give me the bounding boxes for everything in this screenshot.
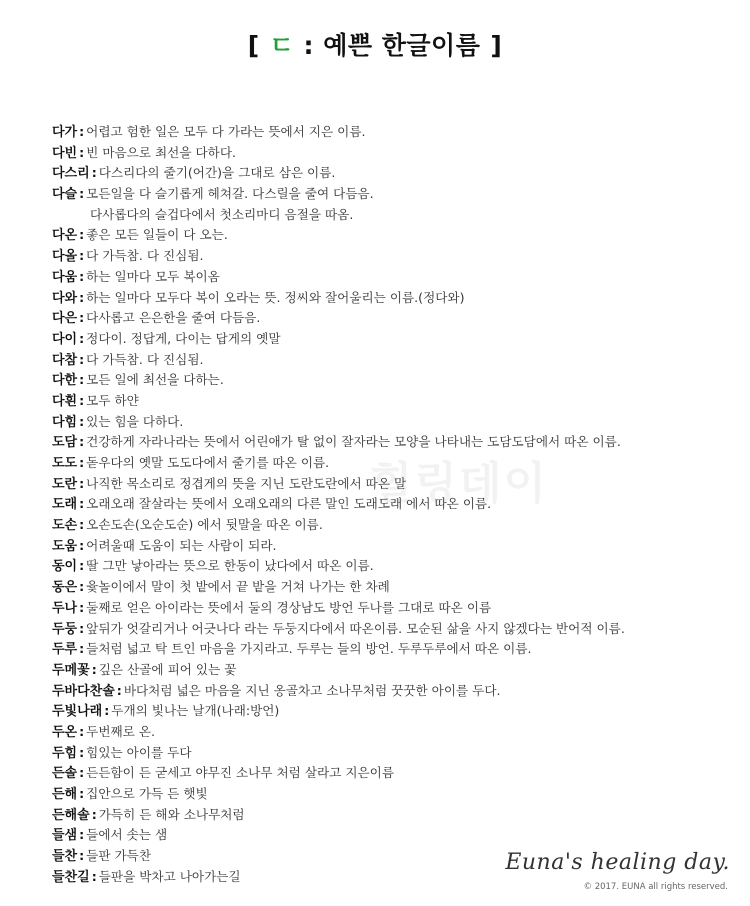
entry-name: 두둥 — [52, 621, 78, 637]
page-title — [0, 26, 750, 62]
list-item — [52, 722, 742, 743]
entry-description: 두개의 빛나는 날개(나래:방언) — [111, 703, 280, 719]
list-item — [52, 350, 742, 371]
entry-name: 다참 — [52, 352, 78, 368]
entry-name: 다한 — [52, 373, 78, 389]
entry-separator: : — [79, 248, 85, 264]
entry-separator: : — [79, 268, 85, 284]
list-item — [52, 474, 742, 495]
entry-separator: : — [79, 723, 85, 739]
entry-description: 정다이. 정답게, 다이는 답게의 옛말 — [86, 330, 281, 346]
entry-description: 들판을 박차고 나아가는길 — [98, 868, 241, 884]
entry-description: 모두 하얀 — [86, 392, 139, 408]
list-item — [52, 308, 742, 329]
entry-name: 다가 — [52, 125, 78, 140]
entry-name: 다움 — [52, 269, 78, 285]
entry-separator: : — [79, 641, 85, 657]
entry-separator: : — [116, 682, 122, 698]
entry-description: 둘째로 얻은 아이라는 뜻에서 둘의 경상남도 방언 두나를 그대로 따온 이름 — [86, 599, 492, 615]
entry-description: 든든함이 든 굳세고 야무진 소나무 처럼 살라고 지은이름 — [86, 765, 395, 781]
list-item — [52, 412, 742, 433]
entry-separator: : — [91, 806, 97, 822]
list-item — [52, 825, 742, 846]
entry-separator: : — [79, 144, 85, 160]
entry-name: 다슬 — [52, 187, 78, 203]
title-initial: ㄷ — [269, 31, 295, 60]
list-item — [52, 288, 742, 309]
entry-name: 든해솔 — [52, 807, 90, 823]
entry-name: 두메꽃 — [52, 662, 90, 678]
list-item — [52, 536, 742, 557]
entry-name: 도란 — [52, 476, 78, 492]
entry-separator: : — [79, 496, 85, 512]
list-item — [52, 205, 742, 226]
entry-description: 깊은 산골에 피어 있는 꽃 — [98, 661, 237, 677]
entry-separator: : — [79, 330, 85, 346]
list-item — [52, 701, 742, 722]
entry-description: 집안으로 가득 든 햇빛 — [86, 786, 208, 801]
entry-name: 다힘 — [52, 414, 78, 430]
list-item — [52, 391, 742, 412]
entry-name: 동이 — [52, 559, 78, 575]
entry-separator: : — [79, 455, 85, 470]
title-colon: : — [303, 31, 315, 60]
entry-description: 바다처럼 넓은 마음을 지닌 옹골차고 소나무처럼 꿋꿋한 아이를 두다. — [123, 682, 501, 698]
entry-separator: : — [79, 786, 85, 801]
list-item — [52, 805, 742, 826]
list-item — [52, 494, 742, 515]
entry-separator: : — [79, 434, 85, 450]
entry-name: 다온 — [52, 228, 78, 244]
entry-description: 나직한 목소리로 정겹게의 뜻을 지닌 도란도란에서 따온 말 — [86, 475, 407, 491]
entry-description: 있는 힘을 다하다. — [86, 413, 184, 429]
entry-name: 들샘 — [52, 828, 78, 844]
entry-name: 든솔 — [52, 766, 78, 782]
entry-description: 오래오래 잘살라는 뜻에서 오래오래의 다른 말인 도래도래 에서 따온 이름. — [86, 496, 492, 512]
entry-description: 들판 가득찬 — [86, 848, 152, 864]
entry-separator: : — [79, 186, 85, 202]
list-item — [52, 577, 742, 598]
entry-name: 두힘 — [52, 745, 78, 761]
entry-description: 다스리다의 줄기(어간)을 그대로 삼은 이름. — [98, 165, 336, 181]
list-item — [52, 639, 742, 660]
entry-name: 두나 — [52, 600, 78, 616]
entry-description: 딸 그만 낳아라는 뜻으로 한동이 났다에서 따온 이름. — [86, 558, 374, 574]
entry-name: 두루 — [52, 642, 78, 658]
list-item — [52, 143, 742, 164]
title-close-bracket: ] — [490, 31, 503, 60]
entry-description: 돋우다의 옛말 도도다에서 줄기를 따온 이름. — [86, 455, 330, 470]
entry-separator: : — [79, 579, 85, 595]
watermark-text: 힐링데이 — [370, 458, 549, 509]
entry-name: 들찬길 — [52, 869, 90, 885]
name-list — [52, 122, 742, 887]
entry-separator: : — [79, 372, 85, 388]
entry-description: 모든일을 다 슬기롭게 헤쳐갈. 다스릴을 줄여 다듬음. — [86, 186, 374, 202]
entry-name: 든해 — [52, 787, 78, 802]
entry-separator: : — [79, 392, 85, 408]
entry-separator: : — [79, 351, 85, 367]
list-item — [52, 184, 742, 205]
entry-description: 하는 일마다 모두 복이옴 — [86, 268, 220, 284]
entry-description: 하는 일마다 모두다 복이 오라는 뜻. 정씨와 잘어울리는 이름.(정다와) — [86, 289, 465, 305]
entry-separator: : — [79, 475, 85, 491]
entry-description: 윷놀이에서 말이 첫 밭에서 끝 밭을 거쳐 나가는 한 차례 — [86, 579, 390, 595]
entry-name: 두온 — [52, 724, 78, 740]
entry-name: 다흰 — [52, 393, 78, 409]
entry-separator: : — [79, 517, 85, 533]
entry-separator: : — [91, 868, 97, 884]
entry-separator: : — [79, 848, 85, 864]
entry-name: 다이 — [52, 331, 78, 347]
entry-name: 다스리 — [52, 166, 90, 182]
list-item — [52, 432, 742, 453]
entry-name: 다올 — [52, 249, 78, 265]
list-item — [52, 246, 742, 267]
title-open-bracket: [ — [247, 31, 260, 60]
list-item — [52, 681, 742, 702]
entry-description: 어렵고 험한 일은 모두 다 가라는 뜻에서 지은 이름. — [86, 124, 366, 139]
entry-description: 들처럼 넓고 탁 트인 마음을 가지라고. 두루는 들의 방언. 두루두루에서 따온 이름. — [86, 641, 532, 657]
entry-description: 다사롭고 은은한을 줄여 다듬음. — [86, 310, 261, 326]
entry-description: 건강하게 자라나라는 뜻에서 어린애가 탈 없이 잘자라는 모양을 나타내는 도담도담에서 따온 이름. — [86, 434, 621, 450]
entry-name: 도도 — [52, 456, 78, 471]
entry-separator: : — [91, 661, 97, 677]
entry-separator: : — [79, 413, 85, 429]
entry-separator: : — [79, 765, 85, 781]
list-item — [52, 743, 742, 764]
entry-separator: : — [79, 744, 85, 760]
list-item — [52, 370, 742, 391]
title-text: 예쁜 한글이름 — [323, 31, 481, 60]
entry-separator: : — [79, 227, 85, 243]
entry-name: 다빈 — [52, 145, 78, 161]
entry-description: 빈 마음으로 최선을 다하다. — [86, 144, 237, 160]
entry-separator: : — [79, 124, 85, 139]
entry-separator: : — [79, 537, 85, 553]
entry-description: 들에서 솟는 샘 — [86, 827, 168, 843]
entry-name: 두빛나래 — [52, 704, 103, 720]
entry-description: 두번째로 온. — [86, 723, 156, 739]
entry-description: 힘있는 아이를 두다 — [86, 744, 192, 760]
list-item — [52, 784, 742, 805]
list-item — [52, 225, 742, 246]
entry-name: 도손 — [52, 518, 78, 534]
entry-description: 앞뒤가 엇갈리거나 어긋나다 라는 두둥지다에서 따온이름. 모순된 삶을 사지 않겠다는 반어적 이름. — [86, 620, 625, 636]
entry-separator: : — [79, 310, 85, 326]
list-item — [52, 267, 742, 288]
entry-description: 다사롭다의 슬겁다에서 첫소리마디 음절을 따옴. — [90, 206, 354, 222]
entry-description: 어려울때 도움이 되는 사람이 되라. — [86, 537, 277, 553]
copyright-text: © 2017. EUNA all rights reserved. — [583, 882, 728, 892]
entry-description: 다 가득참. 다 진심됨. — [86, 248, 204, 264]
list-item — [52, 763, 742, 784]
entry-name: 두바다찬솔 — [52, 683, 115, 699]
entry-separator: : — [104, 703, 110, 719]
list-item — [52, 122, 742, 143]
entry-name: 다은 — [52, 311, 78, 327]
entry-separator: : — [79, 620, 85, 636]
list-item — [52, 556, 742, 577]
entry-name: 들찬 — [52, 849, 78, 865]
list-item — [52, 619, 742, 640]
list-item — [52, 598, 742, 619]
entry-separator: : — [79, 827, 85, 843]
entry-name: 다와 — [52, 290, 78, 306]
entry-name: 도움 — [52, 538, 78, 554]
entry-name: 도담 — [52, 435, 78, 451]
entry-description: 모든 일에 최선을 다하는. — [86, 372, 224, 388]
entry-separator: : — [91, 165, 97, 181]
signature-text: Euna's healing day. — [505, 850, 730, 875]
entry-description: 좋은 모든 일들이 다 오는. — [86, 227, 228, 243]
entry-description: 가득히 든 해와 소나무처럼 — [98, 806, 245, 822]
entry-name: 도래 — [52, 497, 78, 513]
entry-description: 오손도손(오순도순) 에서 뒷말을 따온 이름. — [86, 517, 323, 533]
entry-separator: : — [79, 558, 85, 574]
list-item — [52, 660, 742, 681]
entry-description: 다 가득참. 다 진심됨. — [86, 351, 204, 367]
entry-name: 동은 — [52, 580, 78, 596]
list-item — [52, 329, 742, 350]
list-item — [52, 515, 742, 536]
entry-separator: : — [79, 289, 85, 305]
entry-separator: : — [79, 599, 85, 615]
list-item — [52, 163, 742, 184]
list-item — [52, 453, 742, 474]
